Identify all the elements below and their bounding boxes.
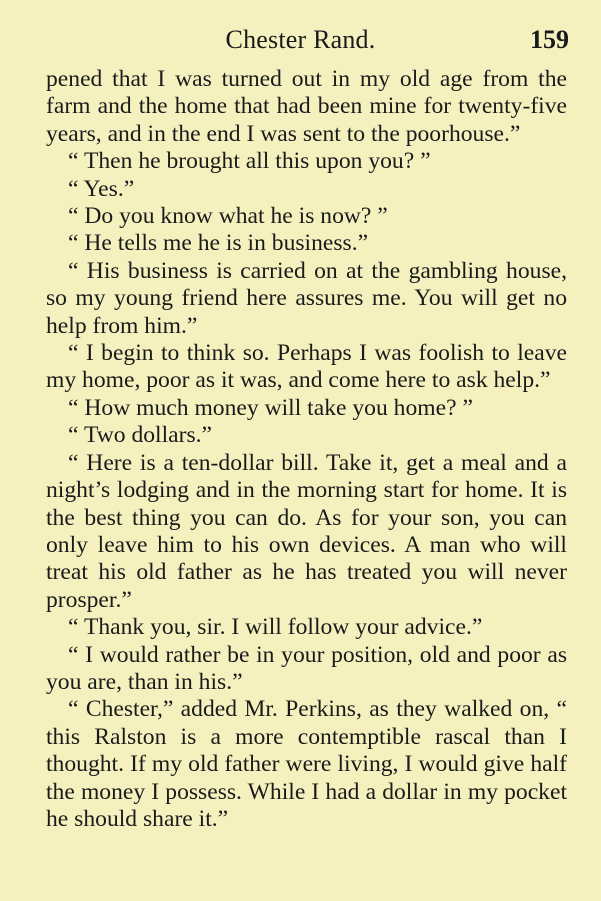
paragraph: “ His business is carried on at the gambling house, so my young friend here assures me. You will get no help from him.” xyxy=(46,257,567,339)
paragraph: “ Chester,” added Mr. Perkins, as they walked on, “ this Ralston is a more contemptible rascal than I thought. If my old father were living, I would give half the money I possess. While I had a dollar in my pocket he should share it.” xyxy=(46,696,567,832)
page-number: 159 xyxy=(530,25,569,54)
paragraph: “ Do you know what he is now? ” xyxy=(68,203,388,230)
paragraph: “ Yes.” xyxy=(68,175,135,202)
paragraph: pened that I was turned out in my old age from the farm and the home that had been mine for twenty-five years, and in the end I was sent to the poorhouse.” xyxy=(46,66,567,147)
paragraph: “ Here is a ten-dollar bill. Take it, get a meal and a night’s lodging and in the morning start for home. It is the best thing you can do. As for your son, you can only leave him to his own devices. A man who will treat his old father as he has treated you will never prosper.” xyxy=(46,449,567,613)
paragraph: “ I would rather be in your position, old and poor as you are, than in his.” xyxy=(46,641,567,695)
paragraph: “ How much money will take you home? ” xyxy=(68,394,473,421)
paragraph: “ He tells me he is in business.” xyxy=(68,230,369,257)
paragraph: “ Then he brought all this upon you? ” xyxy=(68,148,431,175)
body-text xyxy=(46,66,567,833)
running-title: Chester Rand. xyxy=(225,25,376,54)
paragraph: “ I begin to think so. Perhaps I was foolish to leave my home, poor as it was, and come here to ask help.” xyxy=(46,340,567,394)
paragraph: “ Two dollars.” xyxy=(68,422,213,449)
paragraph: “ Thank you, sir. I will follow your advice.” xyxy=(68,614,483,641)
running-header xyxy=(0,20,601,60)
